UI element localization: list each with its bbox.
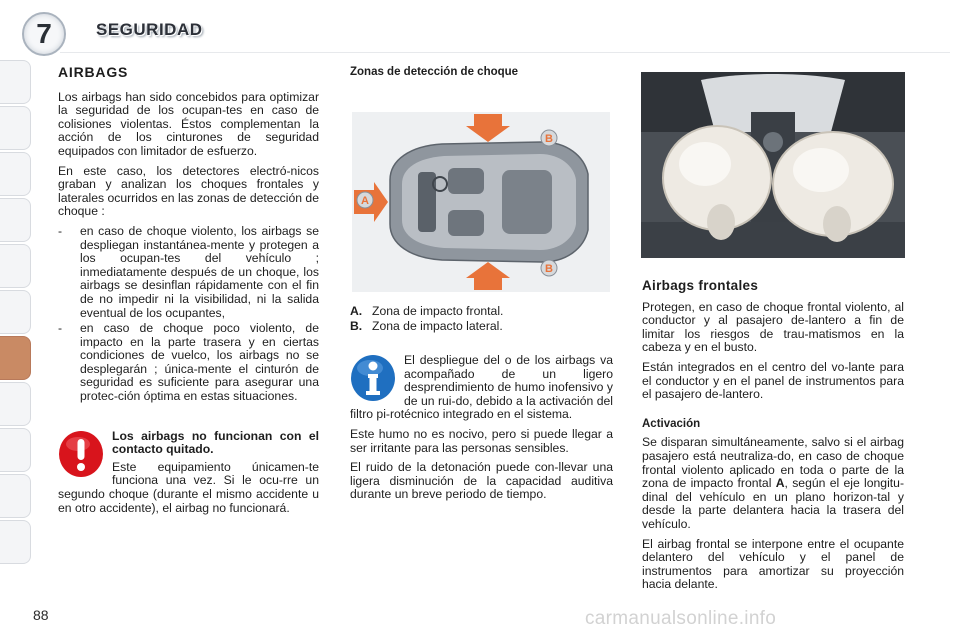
front-seat-left bbox=[448, 168, 484, 194]
chapter-number: 7 bbox=[22, 12, 66, 56]
section-heading: AIRBAGS bbox=[58, 64, 129, 80]
right-column bbox=[642, 279, 904, 598]
subsection-heading: Airbags frontales bbox=[642, 278, 759, 293]
middle-column bbox=[350, 66, 613, 80]
info-box bbox=[350, 354, 613, 508]
info-paragraph: El ruido de la detonación puede con-llevar una ligera disminución de la capacidad auditiva durante un breve periodo de tiempo. bbox=[350, 460, 613, 502]
chapter-tab[interactable] bbox=[0, 152, 31, 196]
activation-heading: Activación bbox=[642, 417, 701, 430]
intro-paragraph: Los airbags han sido concebidos para optimizar la seguridad de los ocupan-tes en caso de colisiones violentas. Éstos complementan la acción de los cinturones de seguridad equipados con limitador de esfuerzo. bbox=[58, 89, 319, 158]
watermark: carmanualsonline.info bbox=[585, 608, 777, 629]
legend-item: B. Zona de impacto lateral. bbox=[350, 319, 503, 333]
chapter-tab[interactable] bbox=[0, 474, 31, 518]
header-divider bbox=[60, 52, 950, 53]
chapter-tabs bbox=[0, 60, 34, 580]
front-seat-right bbox=[448, 210, 484, 236]
warning-icon bbox=[58, 430, 104, 478]
info-icon bbox=[350, 354, 396, 402]
diagram-heading: Zonas de detección de choque bbox=[350, 66, 519, 78]
chapter-tab[interactable] bbox=[0, 520, 31, 564]
label-side-zone-top: B bbox=[545, 133, 553, 145]
detection-paragraph: En este caso, los detectores electró-nicos graban y analizan los choques frontales y laterales ocurridos en las zonas de detección de choque : bbox=[58, 163, 319, 219]
activation-paragraph: El airbag frontal se interpone entre el ocupante delantero del vehículo y el panel de instrumentos para amortizar su proyección hacia delante. bbox=[642, 536, 904, 592]
list-item: - en caso de choque violento, los airbags se despliegan instantánea-mente y protegen a los ocupan-tes del vehículo ; inmediatamente después de un choque, los airbags se desinflan rápidamente con el fin de no impedir ni la visibilidad, ni la salida eventual de los ocupantes, bbox=[58, 223, 319, 320]
chapter-tab-active[interactable] bbox=[0, 336, 31, 380]
crash-zone-diagram bbox=[352, 112, 610, 292]
chapter-tab[interactable] bbox=[0, 244, 31, 288]
warning-title: Los airbags no funcionan con el contacto quitado. bbox=[112, 428, 319, 457]
chapter-tab[interactable] bbox=[0, 106, 31, 150]
list-item: - en caso de choque poco violento, de impacto en la parte trasera y en ciertas condiciones de vuelco, los airbags no se desplegarán ; única-mente el cinturón de seguridad es suficiente para asegurar una protec-ción óptima en estas situaciones. bbox=[58, 321, 319, 404]
chapter-tab[interactable] bbox=[0, 290, 31, 334]
chapter-title: SEGURIDAD bbox=[96, 20, 203, 39]
front-airbags-photo bbox=[641, 72, 905, 258]
legend-item: A. Zona de impacto frontal. bbox=[350, 304, 504, 318]
chapter-tab[interactable] bbox=[0, 60, 31, 104]
chapter-tab[interactable] bbox=[0, 382, 31, 426]
label-side-zone-bottom: B bbox=[545, 263, 553, 275]
page-number: 88 bbox=[33, 607, 49, 623]
info-paragraph: Este humo no es nocivo, pero si puede llegar a ser irritante para las personas sensibles. bbox=[350, 426, 613, 455]
warning-text: Este equipamiento únicamen-te funciona una vez. Si le ocu-rre un segundo choque (durante el mismo accidente u en otro accidente), el airbag no funcionará. bbox=[58, 459, 319, 515]
warning-box bbox=[58, 430, 319, 516]
chapter-tab[interactable] bbox=[0, 428, 31, 472]
chapter-tab[interactable] bbox=[0, 198, 31, 242]
label-front-zone: A bbox=[361, 195, 369, 207]
diagram-legend bbox=[350, 304, 613, 334]
rear-bench bbox=[502, 170, 552, 234]
left-column bbox=[58, 66, 319, 515]
behaviour-list bbox=[58, 225, 319, 404]
info-paragraph: El despliegue del o de los airbags va acompañado de un ligero desprendimiento de humo inofensivo y de un rui-do, debido a la activación del filtro pi-rotécnico integrado en el sistema. bbox=[350, 353, 613, 422]
frontal-airbags-paragraph: Protegen, en caso de choque frontal violento, al conductor y al pasajero de-lantero a fin de limitar los riesgos de trau-matismos en la cabeza y en el busto. bbox=[642, 299, 904, 355]
frontal-airbags-paragraph: Están integrados en el centro del vo-lante para el conductor y en el panel de instrumentos para el pasajero de-lantero. bbox=[642, 359, 904, 402]
activation-paragraph: Se disparan simultáneamente, salvo si el airbag pasajero está neutraliza-do, en caso de choque frontal violento aplicado en toda o parte de la zona de impacto frontal A, según el eje longitu-dinal del vehículo en un plano horizon-tal y desde la parte delantera hacia la trasera del vehículo. bbox=[642, 435, 904, 531]
